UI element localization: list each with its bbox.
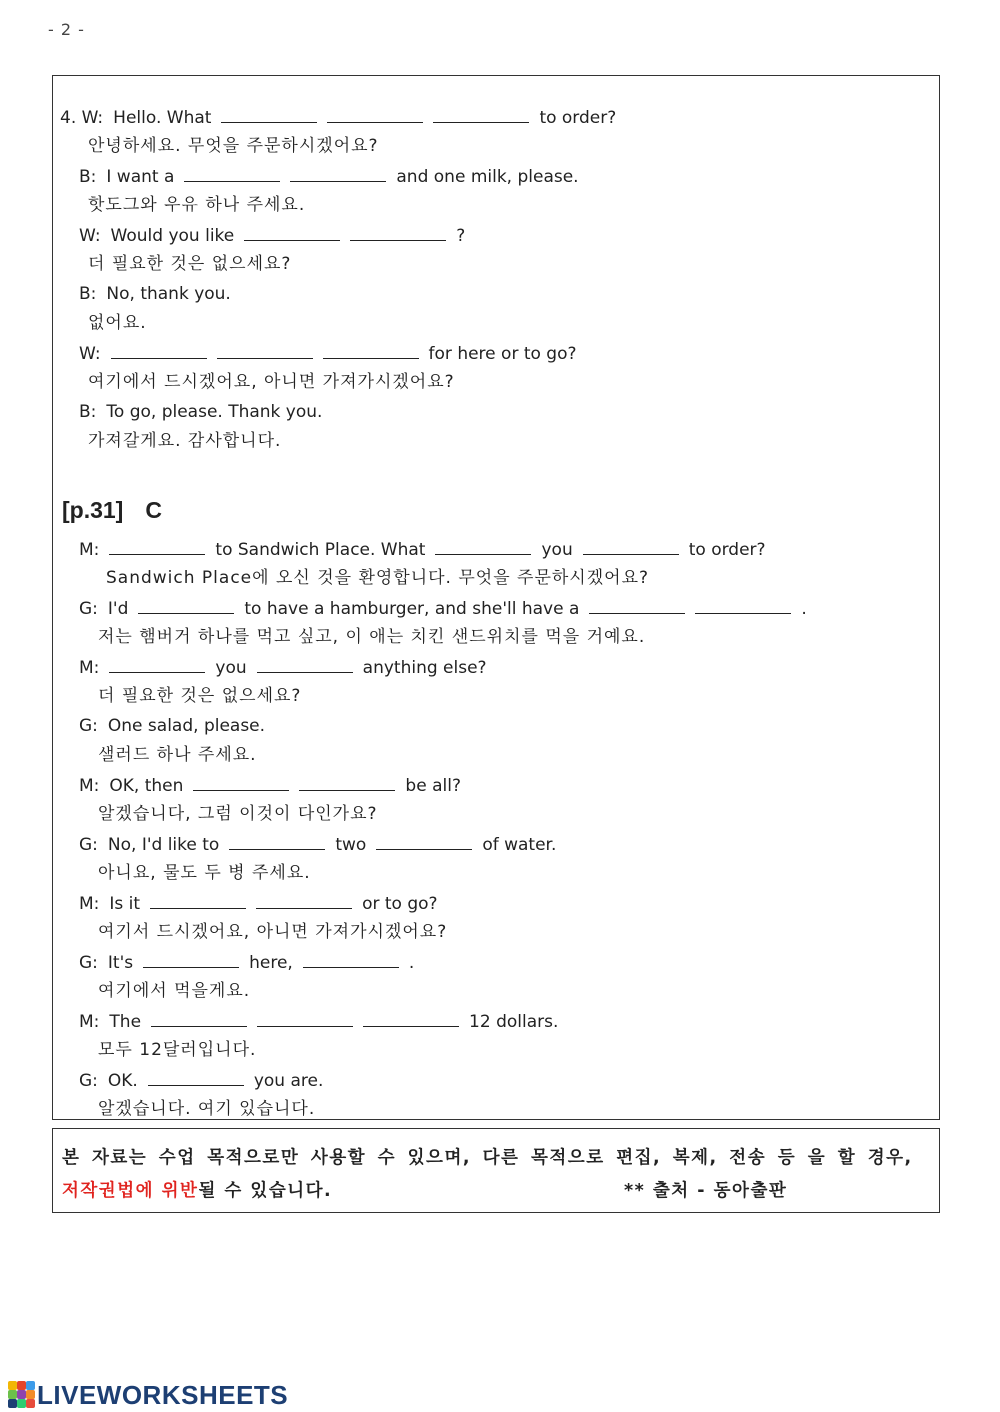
dialogue-line (79, 597, 817, 620)
answer-blank[interactable] (299, 774, 395, 791)
dialogue-line (79, 165, 589, 188)
dialogue-line (79, 538, 776, 561)
dialogue-text: One salad, please. (107, 716, 266, 736)
speaker-label: B: (79, 167, 97, 187)
answer-blank[interactable] (350, 224, 446, 241)
answer-blank[interactable] (376, 833, 472, 850)
dialogue-line (79, 1010, 568, 1033)
speaker-label: W: (79, 344, 101, 364)
dialogue-text: anything else? (362, 658, 487, 678)
dialogue-line (79, 1069, 333, 1092)
speaker-label: B: (79, 402, 97, 422)
answer-blank[interactable] (109, 538, 205, 555)
dialogue-text: or to go? (362, 894, 438, 914)
dialogue-text: to have a hamburger, and she'll have a (244, 599, 580, 619)
speaker-label: 4. W: (60, 108, 104, 128)
section-c-heading (62, 497, 162, 524)
korean-translation: 여기서 드시겠어요, 아니면 가져가시겠어요? (98, 922, 448, 942)
answer-blank[interactable] (695, 597, 791, 614)
speaker-label: G: (79, 953, 98, 973)
dialogue-text: No, I'd like to (107, 835, 220, 855)
answer-blank[interactable] (143, 951, 239, 968)
section-label: C (145, 497, 162, 523)
korean-translation: 저는 햄버거 하나를 먹고 싶고, 이 애는 치킨 샌드위치를 먹을 거예요. (98, 627, 646, 647)
dialogue-text: . (801, 599, 807, 619)
liveworksheets-logo-text: LIVEWORKSHEETS (37, 1379, 289, 1410)
copyright-warning: 저작권법에 위반 (62, 1181, 199, 1201)
answer-blank[interactable] (323, 342, 419, 359)
speaker-label: M: (79, 1012, 100, 1032)
korean-translation: 더 필요한 것은 없으세요? (88, 254, 292, 274)
speaker-label: M: (79, 658, 100, 678)
dialogue-line (79, 656, 497, 679)
answer-blank[interactable] (111, 342, 207, 359)
dialogue-text: OK. (107, 1071, 138, 1091)
dialogue-text: 12 dollars. (469, 1012, 559, 1032)
page-number: - 2 - (48, 20, 85, 39)
dialogue-line (79, 774, 471, 797)
answer-blank[interactable] (257, 656, 353, 673)
dialogue-text: two (335, 835, 367, 855)
copyright-notice-line2 (62, 1177, 332, 1202)
liveworksheets-logo[interactable] (8, 1378, 288, 1412)
dialogue-text: you are. (253, 1071, 324, 1091)
dialogue-text: and one milk, please. (396, 167, 579, 187)
page-reference: [p.31] (62, 497, 124, 523)
answer-blank[interactable] (138, 597, 234, 614)
dialogue-text: ? (456, 226, 466, 246)
dialogue-text: . (408, 953, 415, 973)
answer-blank[interactable] (433, 106, 529, 123)
dialogue-text: I'd (107, 599, 129, 619)
korean-translation: 알겠습니다, 그럼 이것이 다인가요? (98, 804, 378, 824)
dialogue-line (60, 106, 626, 129)
dialogue-text: be all? (405, 776, 461, 796)
dialogue-text: OK, then (109, 776, 184, 796)
answer-blank[interactable] (363, 1010, 459, 1027)
dialogue-text: you (541, 540, 573, 560)
korean-translation: 샐러드 하나 주세요. (98, 745, 257, 765)
answer-blank[interactable] (303, 951, 399, 968)
korean-translation: 없어요. (88, 313, 147, 333)
korean-translation: 안녕하세요. 무엇을 주문하시겠어요? (88, 136, 379, 156)
dialogue-line (79, 833, 566, 856)
dialogue-text: here, (249, 953, 293, 973)
speaker-label: M: (79, 894, 100, 914)
answer-blank[interactable] (589, 597, 685, 614)
korean-translation: 여기에서 드시겠어요, 아니면 가져가시겠어요? (88, 372, 455, 392)
dialogue-text: Would you like (110, 226, 235, 246)
dialogue-text: Hello. What (113, 108, 212, 128)
answer-blank[interactable] (151, 1010, 247, 1027)
dialogue-line (79, 224, 475, 247)
liveworksheets-logo-icon (8, 1381, 34, 1409)
source-credit: ** 출처 - 동아출판 (624, 1181, 788, 1201)
answer-blank[interactable] (217, 342, 313, 359)
answer-blank[interactable] (257, 1010, 353, 1027)
answer-blank[interactable] (327, 106, 423, 123)
speaker-label: G: (79, 1071, 98, 1091)
dialogue-text: The (109, 1012, 142, 1032)
answer-blank[interactable] (148, 1069, 244, 1086)
answer-blank[interactable] (583, 538, 679, 555)
answer-blank[interactable] (244, 224, 340, 241)
answer-blank[interactable] (184, 165, 280, 182)
dialogue-line (79, 715, 275, 737)
speaker-label: W: (79, 226, 101, 246)
korean-translation: 아니요, 물도 두 병 주세요. (98, 863, 311, 883)
dialogue-text: Is it (109, 894, 141, 914)
copyright-notice-rest: 될 수 있습니다. (198, 1181, 333, 1201)
korean-translation: 알겠습니다. 여기 있습니다. (98, 1099, 316, 1119)
dialogue-text: to order? (539, 108, 617, 128)
dialogue-text: to Sandwich Place. What (215, 540, 426, 560)
dialogue-text: No, thank you. (106, 284, 231, 304)
korean-translation: 가져갈게요. 감사합니다. (88, 431, 282, 451)
dialogue-text: you (215, 658, 247, 678)
dialogue-line (79, 283, 241, 305)
answer-blank[interactable] (435, 538, 531, 555)
dialogue-line (79, 892, 448, 915)
answer-blank[interactable] (256, 892, 352, 909)
dialogue-text: for here or to go? (428, 344, 577, 364)
speaker-label: M: (79, 776, 100, 796)
answer-blank[interactable] (150, 892, 246, 909)
speaker-label: M: (79, 540, 100, 560)
dialogue-text: of water. (482, 835, 557, 855)
answer-blank[interactable] (221, 106, 317, 123)
answer-blank[interactable] (109, 656, 205, 673)
answer-blank[interactable] (229, 833, 325, 850)
korean-translation: Sandwich Place에 오신 것을 환영합니다. 무엇을 주문하시겠어요? (106, 568, 650, 588)
copyright-notice-line1: 본 자료는 수업 목적으로만 사용할 수 있으며, 다른 목적으로 편집, 복제, 전송 등 을 할 경우, (62, 1148, 913, 1168)
dialogue-line (79, 951, 424, 974)
korean-translation: 더 필요한 것은 없으세요? (98, 686, 302, 706)
answer-blank[interactable] (193, 774, 289, 791)
speaker-label: B: (79, 284, 97, 304)
dialogue-text: I want a (106, 167, 175, 187)
dialogue-line (79, 401, 332, 423)
speaker-label: G: (79, 716, 98, 736)
answer-blank[interactable] (290, 165, 386, 182)
speaker-label: G: (79, 835, 98, 855)
korean-translation: 모두 12달러입니다. (98, 1040, 257, 1060)
dialogue-text: It's (107, 953, 134, 973)
dialogue-text: To go, please. Thank you. (106, 402, 323, 422)
dialogue-line (79, 342, 587, 365)
korean-translation: 핫도그와 우유 하나 주세요. (88, 195, 306, 215)
korean-translation: 여기에서 먹을게요. (98, 981, 251, 1001)
speaker-label: G: (79, 599, 98, 619)
dialogue-text: to order? (688, 540, 766, 560)
